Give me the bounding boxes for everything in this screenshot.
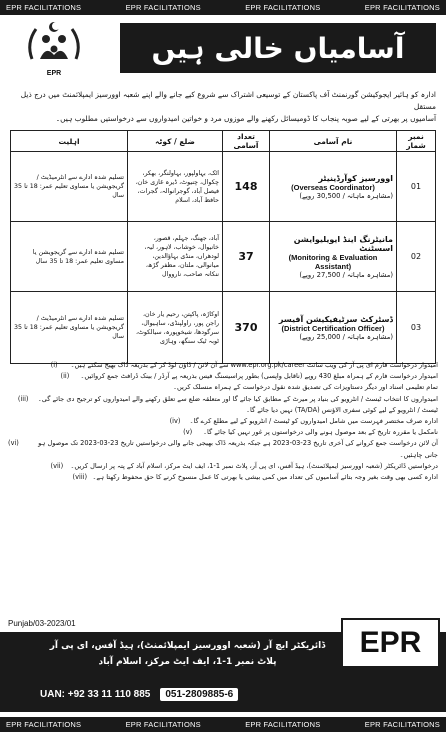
post-cell — [270, 292, 397, 364]
post-title-urdu: مانیٹرنگ اینڈ ایویلیوایشن اسسٹنٹ — [293, 234, 393, 253]
serial-cell: 02 — [397, 222, 436, 292]
post-title-urdu: اوورسیز کوآرڈینیٹر — [318, 173, 393, 183]
note-text: امیدوار درخواست فارم ای پی آر کی ویب سائٹ www.epr.org.pk/career سے آن لائن / ڈاؤن لوڈ کر کے بذریعہ ڈاک بھیج سکتے ہیں۔ — [70, 361, 438, 369]
table-header-row — [11, 131, 436, 152]
list-item — [8, 371, 438, 382]
note-text: امیدواروں کا انتخاب ٹیسٹ / انٹرویو کی بنیاد پر میرٹ کے مطابق کیا جائے گا اور متعلقہ ضلع سے تعلق رکھنے والے امیدواروں کو ترجیح دی جائے گی۔ — [37, 394, 438, 403]
qty-cell: 37 — [223, 222, 270, 292]
brand-logo: EPR — [341, 618, 440, 668]
list-item — [8, 405, 438, 416]
col-post: نام آسامی — [270, 131, 397, 152]
note-index: (viii) — [72, 473, 88, 482]
note-text: آن لائن درخواست جمع کروانے کی آخری تاریخ 23-03-2023 ہے جبکہ بذریعہ ڈاک بھیجی جانے والی درخواستیں تاریخ 23-03-2023 تک موصول ہو جانی چاہئیں۔ — [38, 439, 438, 459]
salary: (مشاہرہ ماہانہ / 30,500 روپے) — [299, 191, 393, 200]
district-cell: آباد، جھنگ، جہلم، قصور، خانیوال، خوشاب، لاہور، لیہ، لودھراں، منڈی بہاؤالدین، میانوالی، ملتان، مظفر گڑھ، ننکانہ صاحب، نارووال — [128, 222, 223, 292]
note-text: ادارہ کسی بھی وقت بغیر وجہ بتائے آسامیوں کی تعداد میں کمی بیشی یا بھرتی کا عمل منسوخ کرنے کا حق محفوظ رکھتا ہے۔ — [92, 473, 438, 482]
note-index: (v) — [183, 428, 193, 437]
strip-label: EPR FACILITATIONS — [245, 720, 321, 729]
strip-label: EPR FACILITATIONS — [125, 720, 201, 729]
col-eligibility: اہلیت — [11, 131, 128, 152]
contact-numbers — [40, 688, 238, 701]
note-index — [153, 382, 169, 393]
page-title: آسامیاں خالی ہیں — [120, 23, 436, 73]
list-item — [8, 472, 438, 483]
note-text: تمام تعلیمی اسناد اور دیگر دستاویزات کی تصدیق شدہ نقول درخواست کے ہمراہ منسلک کریں۔ — [173, 383, 438, 392]
epr-logo — [24, 19, 84, 81]
table-row — [11, 152, 436, 222]
intro-text — [10, 89, 436, 125]
ad-reference: Punjab/03-2023/01 — [8, 619, 76, 628]
note-text: امیدوار درخواست فارم کے ہمراہ مبلغ 430 روپے (ناقابل واپسی) بطور پراسیسنگ فیس بذریعہ پے آرڈر / بینک ڈرافٹ جمع کروائیں۔ — [80, 372, 438, 381]
table-row — [11, 222, 436, 292]
col-no: نمبر شمار — [397, 131, 436, 152]
list-item — [8, 360, 438, 371]
qty-cell: 148 — [223, 152, 270, 222]
note-text: درخواستیں ڈائریکٹر (شعبہ اوورسیز ایمپلائمنٹ)، ہیڈ آفس، ای پی آر، پلاٹ نمبر 1-1، ایف ایٹ مرکز، اسلام آباد کے پتہ پر ارسال کریں۔ — [70, 461, 438, 470]
list-item — [8, 427, 438, 438]
salary: (مشاہرہ ماہانہ / 25,000 روپے) — [299, 332, 393, 341]
note-text: ادارہ صرف مختصر فہرست میں شامل امیدواروں کو ٹیسٹ / انٹرویو کے لیے مطلع کرے گا۔ — [189, 417, 438, 426]
col-district: ضلع / کوٹہ — [128, 131, 223, 152]
post-title-urdu: ڈسٹرکٹ سرٹیفیکیشن آفیسر — [278, 314, 393, 324]
serial-cell: 03 — [397, 292, 436, 364]
list-item — [8, 394, 438, 405]
footer — [0, 626, 446, 712]
note-text: نامکمل یا مقررہ تاریخ کے بعد موصول ہونے والی درخواستوں پر غور نہیں کیا جائے گا۔ — [203, 428, 438, 437]
instructions-list — [8, 360, 438, 483]
note-index: (i) — [50, 361, 58, 369]
top-facilitation-strip — [0, 0, 446, 15]
vacancy-table — [10, 130, 436, 364]
strip-label: EPR FACILITATIONS — [245, 3, 321, 12]
phone-number: 051-2809885-6 — [160, 688, 238, 701]
note-index: (vii) — [50, 461, 64, 470]
address-line: پلاٹ نمبر 1-1، ایف ایٹ مرکز، اسلام آباد — [98, 657, 277, 667]
eligibility-cell: تسلیم شدہ ادارے سے گریجویشن یا مساوی تعلیم عمر: 18 تا 35 سال — [11, 222, 128, 292]
intro-line: ادارہ کو ہائیر ایجوکیشن گورنمنٹ آف پاکستان کے توسیعی اشتراک سے شروع کیے جانے والے اپنے شعبہ اوورسیز ایمپلائمنٹ میں درج ذیل مستقل — [20, 90, 436, 111]
list-item — [8, 461, 438, 472]
note-index — [226, 405, 242, 416]
intro-line: آسامیوں پر بھرتی کے لیے صوبہ پنجاب کا ڈومیسائل رکھنے والے موزوں مرد و خواتین امیدواروں سے درخواستیں مطلوب ہیں۔ — [55, 114, 436, 123]
note-index: (iv) — [169, 417, 181, 426]
qty-cell: 370 — [223, 292, 270, 364]
note-index: (ii) — [60, 372, 70, 381]
bottom-facilitation-strip — [0, 717, 446, 732]
footer-address — [45, 638, 330, 670]
post-cell — [270, 152, 397, 222]
strip-label: EPR FACILITATIONS — [6, 720, 82, 729]
col-qty: تعداد آسامی — [223, 131, 270, 152]
logo-text: EPR — [46, 70, 62, 77]
district-cell: اوکاڑہ، پاکپتن، رحیم یار خان، راجن پور، راولپنڈی، ساہیوال، سرگودھا، شیخوپورہ، سیالکوٹ، ٹوبہ ٹیک سنگھ، وہاڑی — [128, 292, 223, 364]
strip-label: EPR FACILITATIONS — [6, 3, 82, 12]
district-cell: اٹک، بہاولپور، بہاولنگر، بھکر، چکوال، چنیوٹ، ڈیرہ غازی خان، فیصل آباد، گوجرانوالہ، گجرات، حافظ آباد، اسلام — [128, 152, 223, 222]
post-title-english: (District Certification Officer) — [281, 323, 385, 333]
strip-label: EPR FACILITATIONS — [125, 3, 201, 12]
eligibility-cell: تسلیم شدہ ادارے سے انٹرمیڈیٹ / گریجویشن یا مساوی تعلیم عمر: 18 تا 35 سال — [11, 292, 128, 364]
note-index: (iii) — [17, 394, 29, 403]
strip-label: EPR FACILITATIONS — [364, 720, 440, 729]
salary: (مشاہرہ ماہانہ / 27,500 روپے) — [299, 270, 393, 279]
table-row — [11, 292, 436, 364]
note-index: (vi) — [8, 439, 19, 448]
serial-cell: 01 — [397, 152, 436, 222]
post-title-english: (Monitoring & Evaluation Assistant) — [288, 252, 378, 271]
post-cell — [270, 222, 397, 292]
uan-number: UAN: +92 33 11 110 885 — [40, 689, 151, 700]
address-line: ڈائریکٹر ایچ آر (شعبہ اوورسیز ایمپلائمنٹ)، ہیڈ آفس، ای پی آر — [49, 641, 326, 651]
list-item — [8, 416, 438, 427]
header — [10, 17, 438, 83]
eligibility-cell: تسلیم شدہ ادارے سے انٹرمیڈیٹ / گریجویشن یا مساوی تعلیم عمر: 18 تا 35 سال — [11, 152, 128, 222]
list-item — [8, 382, 438, 393]
strip-label: EPR FACILITATIONS — [364, 3, 440, 12]
note-text: ٹیسٹ / انٹرویو کے لیے کوئی سفری الاؤنس (TA/DA) نہیں دیا جائے گا۔ — [246, 405, 438, 414]
post-title-english: (Overseas Coordinator) — [291, 182, 375, 192]
list-item — [8, 438, 438, 460]
crescent-family-icon — [24, 19, 84, 71]
